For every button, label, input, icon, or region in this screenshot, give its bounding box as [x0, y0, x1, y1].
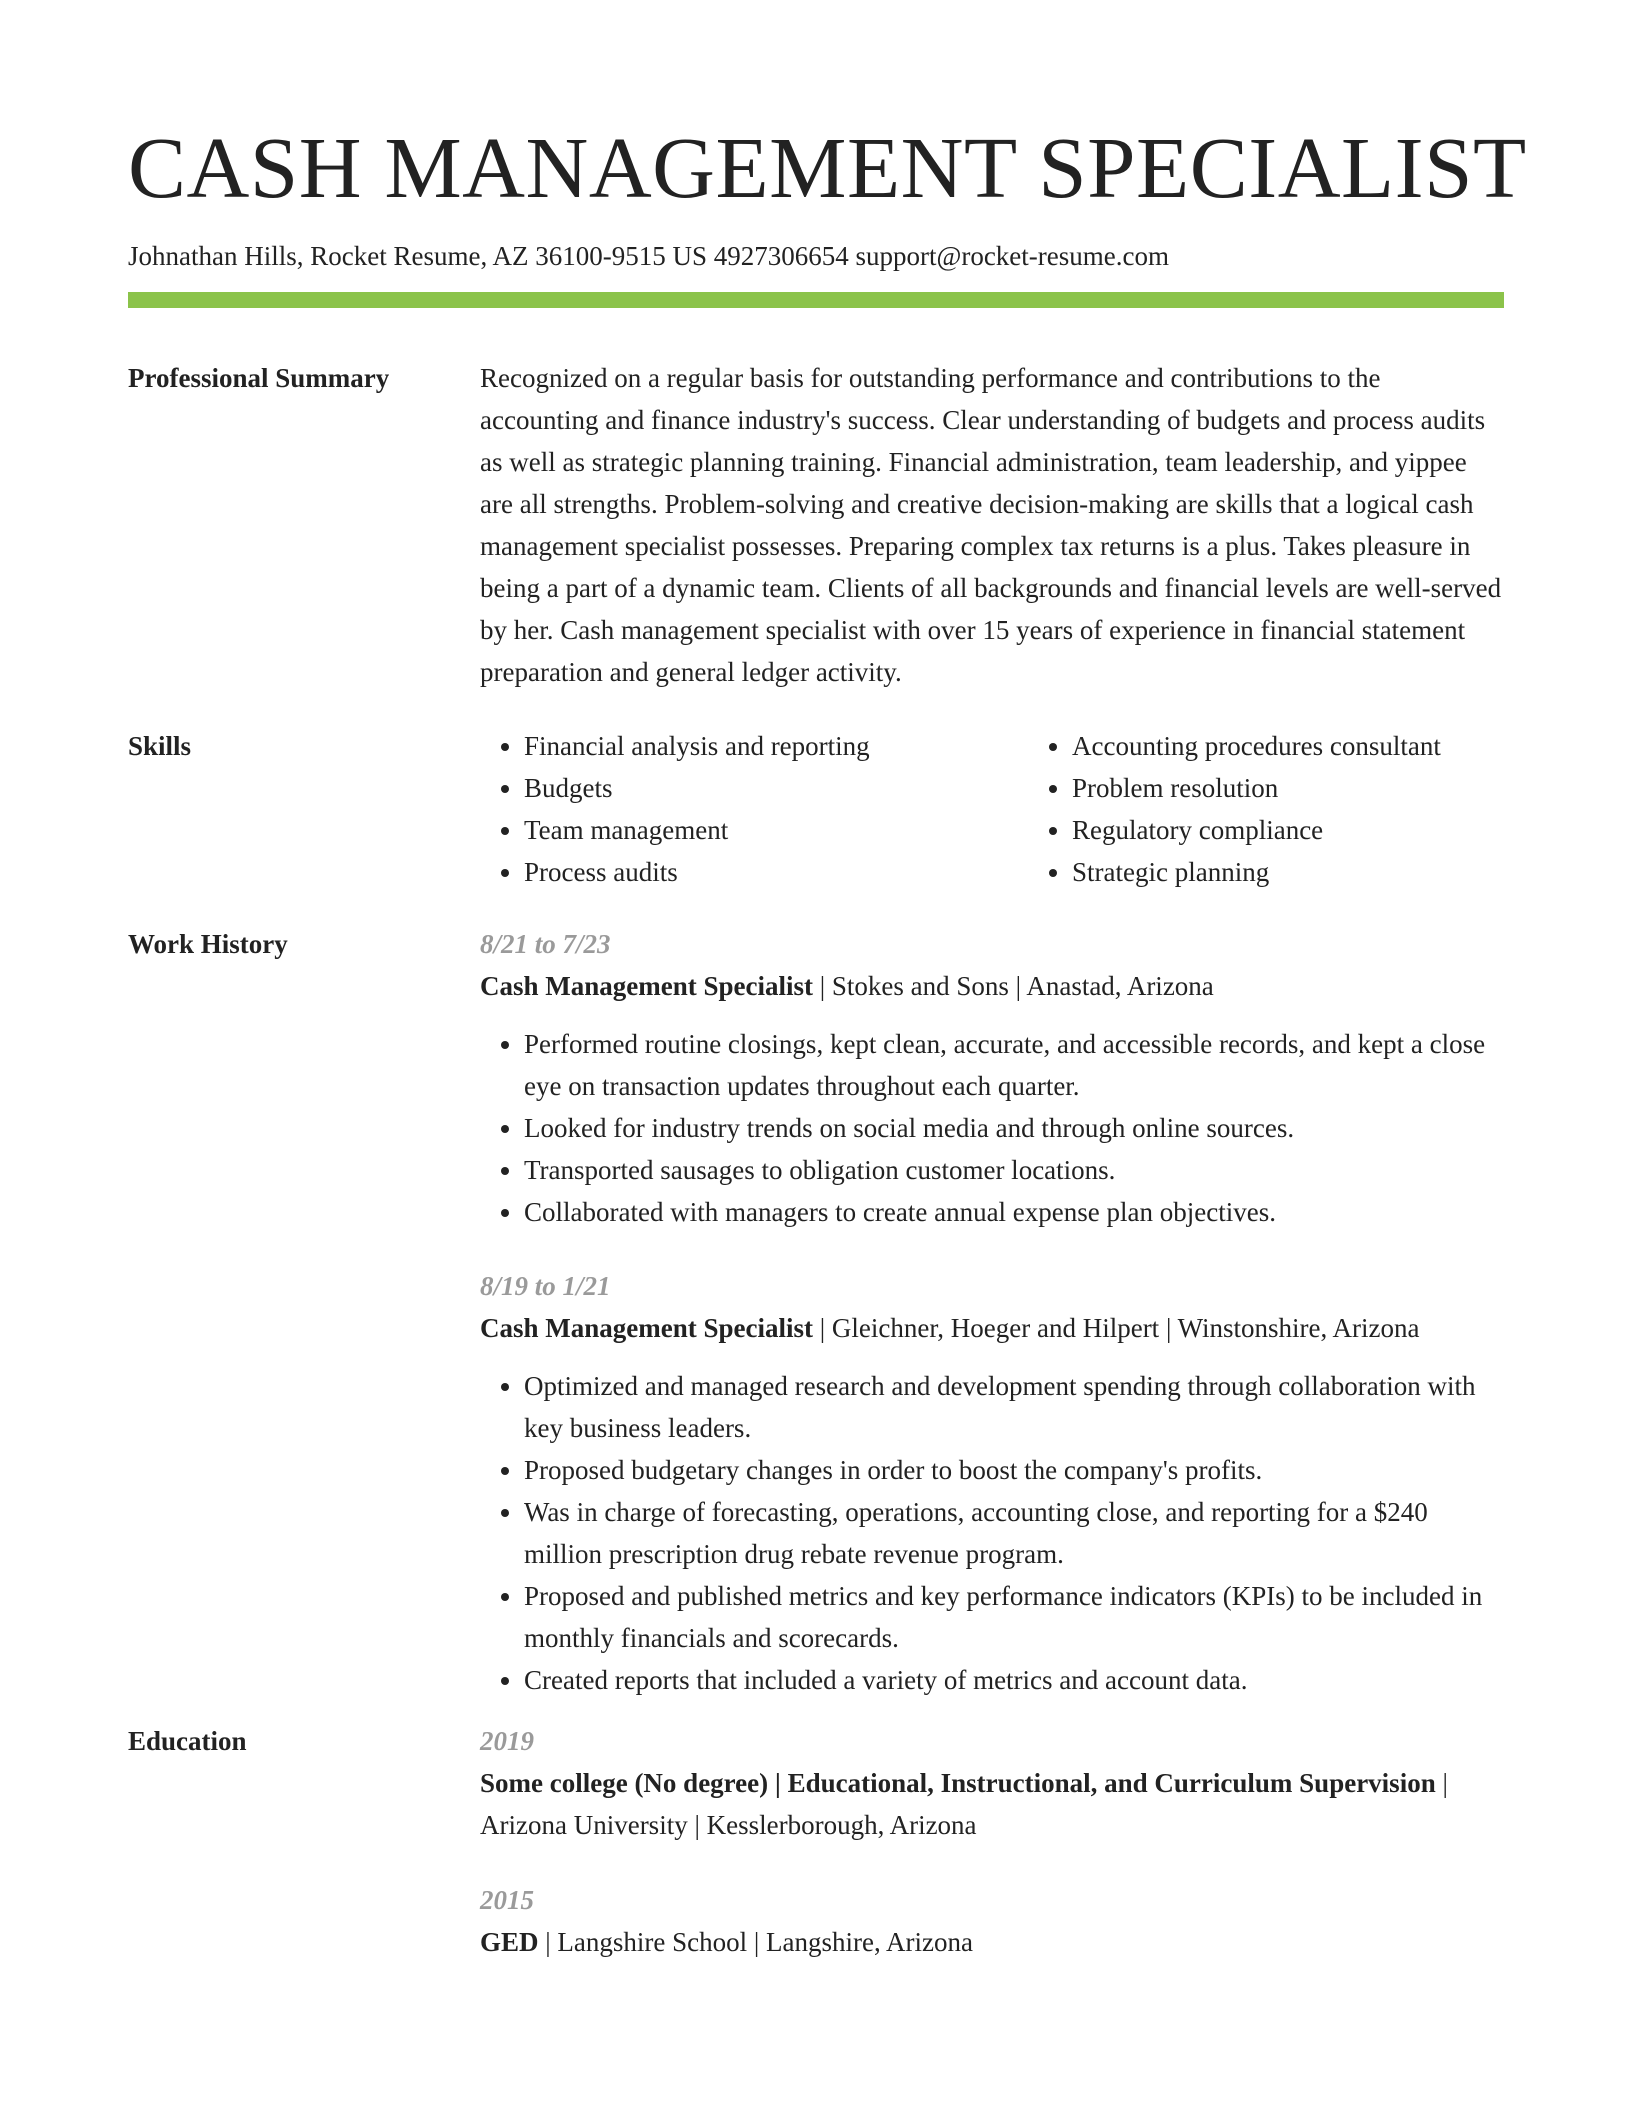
job-heading [480, 965, 1504, 1007]
job-bullet: • Was in charge of forecasting, operations, accounting close, and reporting for a $240 million prescription drug rebate revenue program. [524, 1491, 1504, 1575]
skill-item: • Problem resolution [1072, 767, 1504, 809]
resume-title: CASH MANAGEMENT SPECIALIST [128, 119, 1527, 216]
education-details: | Arizona University | Kesslerborough, Arizona [480, 1768, 1448, 1840]
job-title: Cash Management Specialist [480, 1313, 813, 1343]
job-bullet: • Looked for industry trends on social media and through online sources. [524, 1107, 1504, 1149]
education-section [128, 1720, 1504, 1963]
education-degree: GED [480, 1927, 539, 1957]
education-heading [480, 1921, 1504, 1963]
job-date: 8/21 to 7/23 [480, 929, 611, 959]
job-bullet: • Proposed budgetary changes in order to boost the company's profits. [524, 1449, 1504, 1491]
job-entry [480, 923, 1504, 1233]
education-heading [480, 1762, 1504, 1846]
summary-text: Recognized on a regular basis for outstanding performance and contributions to the accounting and finance industry's success. Clear understanding of budgets and process audits as well as strategic planning training. Financial administration, team leadership, and yippee are all strengths. Problem-solving and creative decision-making are skills that a logical cash management specialist possesses. Preparing complex tax returns is a plus. Takes pleasure in being a part of a dynamic team. Clients of all backgrounds and financial levels are well-served by her. Cash management specialist with over 15 years of experience in financial statement preparation and general ledger activity. [480, 363, 1502, 687]
section-label-work: Work History [128, 929, 288, 959]
education-date: 2015 [480, 1885, 534, 1915]
skill-item: • Accounting procedures consultant [1072, 725, 1504, 767]
job-details: | Stokes and Sons | Anastad, Arizona [813, 971, 1214, 1001]
skill-item: • Strategic planning [1072, 851, 1504, 893]
skill-item: • Regulatory compliance [1072, 809, 1504, 851]
skill-item: • Team management [524, 809, 1028, 851]
job-heading [480, 1307, 1504, 1349]
job-bullet: • Transported sausages to obligation customer locations. [524, 1149, 1504, 1191]
skill-item: • Budgets [524, 767, 1028, 809]
job-bullet: • Performed routine closings, kept clean, accurate, and accessible records, and kept a close eye on transaction updates throughout each quarter. [524, 1023, 1504, 1107]
job-entry [480, 1265, 1504, 1701]
skills-column-left [480, 725, 1028, 893]
summary-body [480, 357, 1504, 693]
education-entry [480, 1879, 1504, 1963]
education-details: | Langshire School | Langshire, Arizona [538, 1927, 973, 1957]
education-entry [480, 1720, 1504, 1846]
skill-item: • Process audits [524, 851, 1028, 893]
job-bullet: • Optimized and managed research and development spending through collaboration with key business leaders. [524, 1365, 1504, 1449]
job-bullets [480, 1023, 1504, 1233]
education-date: 2019 [480, 1726, 534, 1756]
summary-section [128, 357, 1504, 693]
accent-divider [128, 292, 1504, 308]
skills-column-right [1028, 725, 1504, 893]
job-date: 8/19 to 1/21 [480, 1271, 611, 1301]
job-title: Cash Management Specialist [480, 971, 813, 1001]
skills-section [128, 725, 1504, 893]
section-label-skills: Skills [128, 731, 192, 761]
section-label-education: Education [128, 1726, 247, 1756]
skills-grid [480, 725, 1504, 893]
job-bullet: • Created reports that included a variety of metrics and account data. [524, 1659, 1504, 1701]
contact-line: Johnathan Hills, Rocket Resume, AZ 36100-9515 US 4927306654 support@rocket-resume.com [128, 241, 1169, 271]
job-bullet: • Proposed and published metrics and key performance indicators (KPIs) to be included in monthly financials and scorecards. [524, 1575, 1504, 1659]
work-history-body [480, 923, 1504, 1701]
job-bullet: • Collaborated with managers to create annual expense plan objectives. [524, 1191, 1504, 1233]
education-degree: Some college (No degree) | Educational, Instructional, and Curriculum Supervision [480, 1768, 1436, 1798]
education-body [480, 1720, 1504, 1963]
section-label-summary: Professional Summary [128, 363, 390, 393]
skill-item: • Financial analysis and reporting [524, 725, 1028, 767]
job-details: | Gleichner, Hoeger and Hilpert | Winstonshire, Arizona [813, 1313, 1420, 1343]
work-history-section [128, 923, 1504, 1701]
job-bullets [480, 1365, 1504, 1701]
